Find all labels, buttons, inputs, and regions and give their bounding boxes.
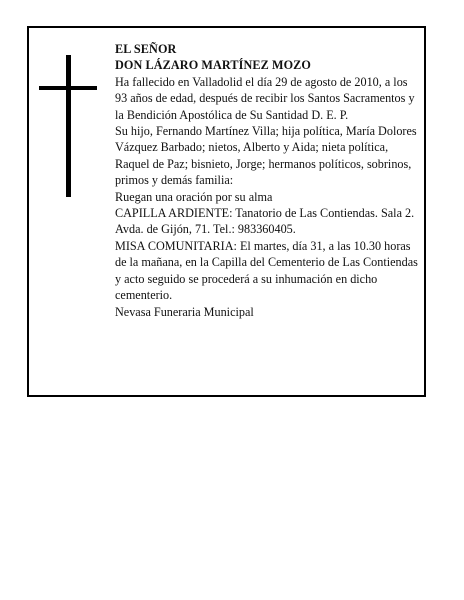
viewing-location: CAPILLA ARDIENTE: Tanatorio de Las Contiendas. Sala 2. Avda. de Gijón, 71. Tel.: 983360405.	[115, 206, 415, 237]
obituary-notice	[27, 26, 426, 397]
cross-vertical-bar	[66, 55, 71, 197]
funeral-home: Nevasa Funeraria Municipal	[115, 304, 254, 319]
obituary-text	[115, 41, 419, 320]
cross-icon	[39, 55, 97, 197]
deceased-name: DON LÁZARO MARTÍNEZ MOZO	[115, 58, 311, 73]
cross-horizontal-bar	[39, 86, 97, 90]
mass-details: MISA COMUNITARIA: El martes, día 31, a las 10.30 horas de la mañana, en la Capilla del Cementerio de Las Contiendas y acto seguido se procederá a su inhumación en dicho cementerio.	[115, 238, 418, 303]
family-list: Su hijo, Fernando Martínez Villa; hija política, María Dolores Vázquez Barbado; nietos, Alberto y Aida; nieta política, Raquel de Paz; bisnieto, Jorge; hermanos políticos, sobrinos, primos y demás familia:	[115, 124, 417, 188]
title-line-1: EL SEÑOR	[115, 42, 177, 56]
death-announcement: Ha fallecido en Valladolid el día 29 de agosto de 2010, a los 93 años de edad, después de recibir los Santos Sacramentos y la Bendición Apostólica de Su Santidad D. E. P.	[115, 74, 415, 122]
prayer-request: Ruegan una oración por su alma	[115, 189, 273, 204]
